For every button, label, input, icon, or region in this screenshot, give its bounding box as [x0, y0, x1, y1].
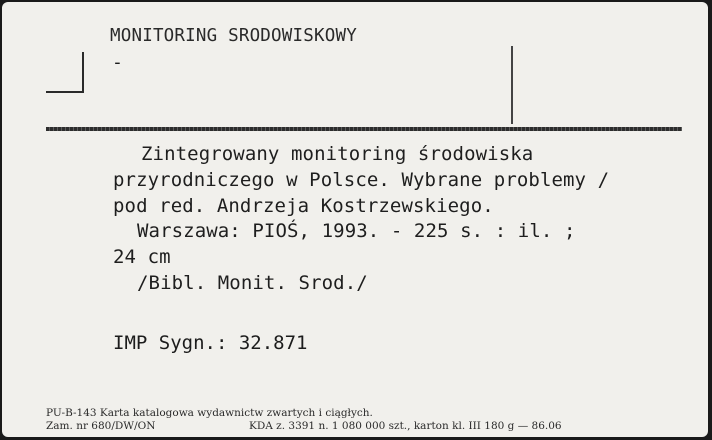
- body-line-title-cont: przyrodniczego w Polsce. Wybrane problemy /: [113, 169, 610, 191]
- body-line-imprint: Warszawa: PIOŚ, 1993. - 225 s. : il. ;: [137, 220, 576, 242]
- footer-print-info: KDA z. 3391 n. 1 080 000 szt., karton kl. III 180 g — 86.06: [249, 420, 562, 432]
- corner-bracket-horizontal: [46, 91, 84, 93]
- card-subheading: -: [112, 52, 123, 73]
- call-number: IMP Sygn.: 32.871: [113, 332, 308, 354]
- horizontal-rule: [46, 127, 682, 131]
- footer-order-number: Zam. nr 680/DW/ON: [46, 420, 156, 432]
- catalog-card: [2, 2, 708, 437]
- card-heading: MONITORING SRODOWISKOWY: [110, 26, 357, 46]
- body-line-editor: pod red. Andrzeja Kostrzewskiego.: [113, 195, 494, 217]
- body-line-size: 24 cm: [113, 246, 171, 268]
- body-line-series: /Bibl. Monit. Srod./: [137, 272, 368, 294]
- footer-form-name: PU-B-143 Karta katalogowa wydawnictw zwartych i ciągłych.: [46, 407, 373, 419]
- body-line-title: Zintegrowany monitoring środowiska: [141, 143, 534, 165]
- vertical-divider: [511, 46, 513, 124]
- corner-bracket-vertical: [82, 52, 84, 92]
